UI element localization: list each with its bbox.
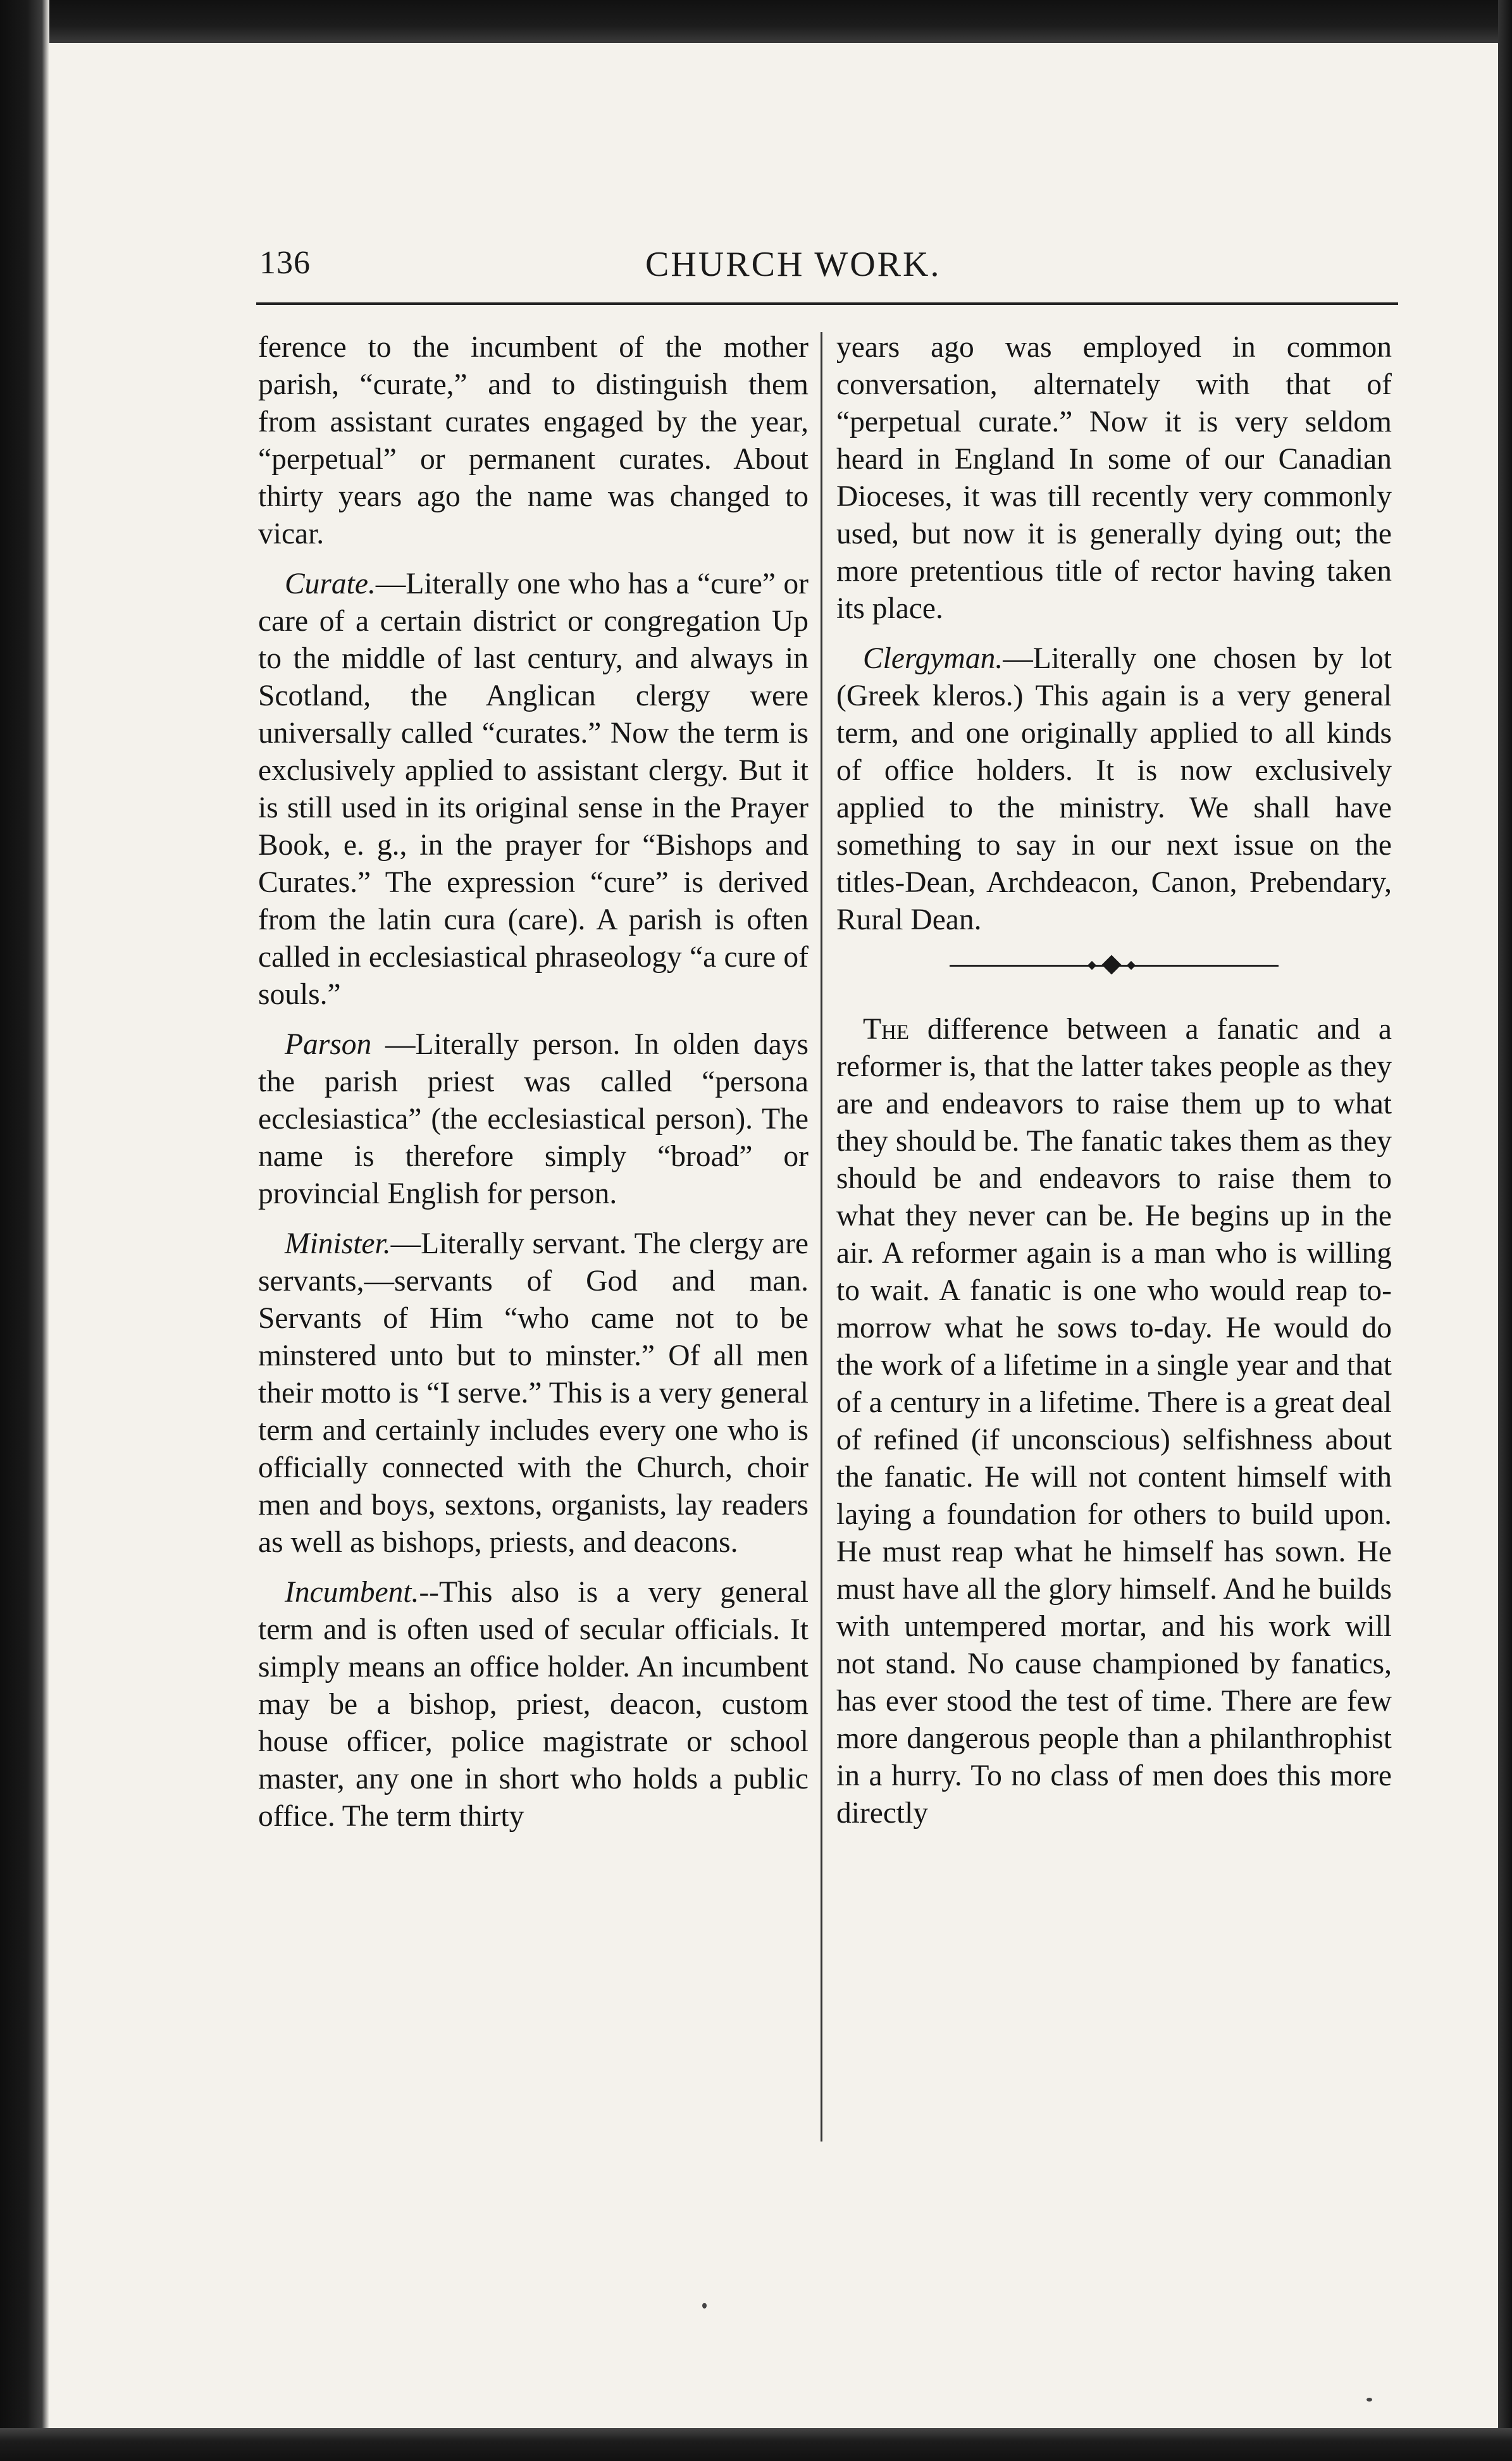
paragraph-incumbent bbox=[258, 1574, 809, 1835]
paragraph-incumbent-continued: years ago was employed in common conversation, alternately with that of “perpetual curate.” Now it is very seldom heard in England In some of our Canadian Dioceses, it was till recently very commonly used, but now it is generally dying out; the more pretentious title of rector having taken its place. bbox=[836, 331, 1392, 625]
paragraph-clergyman bbox=[836, 640, 1392, 939]
section-ornament bbox=[950, 958, 1279, 973]
term-minister: Minister. bbox=[285, 1227, 391, 1260]
paragraph-minister bbox=[258, 1225, 809, 1561]
ornament-dot-right bbox=[1127, 961, 1136, 970]
paragraph-curate bbox=[258, 566, 809, 1014]
fanatic-text: difference between a fanatic and a reformer is, that the latter takes people as they are and endeavors to raise them up to what they should be. The fanatic takes them as they should be and endeavors to raise them to what they never can be. He begins up in the air. A reformer again is a man who is willing to wait. A fanatic is one who would reap to-morrow what he sows to-day. He would do the work of a lifetime in a single year and that of a century in a lifetime. There is a great deal of refined (if unconscious) selfishness about the fanatic. He will not content himself with laying a foundation for others to build upon. He must reap what he himself has sown. He must have all the glory himself. And he builds with untempered mortar, and his work will not stand. No cause championed by fanatics, has ever stood the test of time. There are few more dangerous people than a philanthrophist in a hurry. To no class of men does this more directly bbox=[836, 1013, 1392, 1830]
paragraph-continuation: ference to the incumbent of the mother parish, “curate,” and to distinguish them from assistant curates engaged by the year, “perpetual” or permanent curates. About thirty years ago the name was changed to vicar. bbox=[258, 331, 809, 550]
running-title: CHURCH WORK. bbox=[645, 245, 941, 284]
page-number: 136 bbox=[259, 245, 311, 281]
page-header bbox=[259, 244, 1398, 301]
parson-text: —Literally person. In olden days the parish priest was called “persona ecclesiastica” (the ecclesiastical person). The name is therefore simply “broad” or provincial English for person. bbox=[258, 1028, 809, 1210]
scan-border-left bbox=[0, 0, 49, 2461]
term-incumbent: Incumbent. bbox=[285, 1576, 419, 1609]
left-column bbox=[258, 329, 809, 1848]
ornament-diamond bbox=[1101, 955, 1121, 974]
term-parson: Parson bbox=[285, 1028, 372, 1061]
scan-border-right bbox=[1498, 0, 1512, 2461]
paragraph-parson bbox=[258, 1026, 809, 1213]
term-clergyman: Clergyman. bbox=[863, 642, 1003, 675]
ornament-dot-left bbox=[1088, 961, 1096, 970]
right-column bbox=[836, 329, 1392, 1845]
header-rule bbox=[256, 302, 1398, 305]
scan-speck bbox=[702, 2303, 707, 2309]
clergyman-text: —Literally one chosen by lot (Greek kleros.) This again is a very general term, and one originally applied to all kinds of office holders. It is now exclusively applied to the ministry. We shall have something to say in our next issue on the titles-Dean, Archdeacon, Canon, Prebendary, Rural Dean. bbox=[836, 642, 1392, 936]
column-divider bbox=[821, 332, 822, 2142]
term-curate: Curate. bbox=[285, 567, 376, 600]
curate-text: —Literally one who has a “cure” or care of a certain district or congregation Up to the middle of last century, and always in Scotland, the Anglican clergy were universally called “curates.” Now the term is exclusively applied to assistant clergy. But it is still used in its original sense in the Prayer Book, e. g., in the prayer for “Bishops and Curates.” The expression “cure” is derived from the latin cura (care). A parish is often called in ecclesiastical phraseology “a cure of souls.” bbox=[258, 567, 809, 1011]
scan-speck bbox=[1366, 2398, 1372, 2402]
article-lead-word: The bbox=[863, 1013, 910, 1046]
incumbent-text: --This also is a very general term and is often used of secular officials. It simply means an office holder. An incumbent may be a bishop, priest, deacon, custom house officer, police magistrate or school master, any one in short who holds a public office. The term thirty bbox=[258, 1576, 809, 1833]
paragraph-fanatic bbox=[836, 1011, 1392, 1832]
minister-text: —Literally servant. The clergy are servants,—servants of God and man. Servants of Him “who came not to be minstered unto but to minster.” Of all men their motto is “I serve.” This is a very general term and certainly includes every one who is officially connected with the Church, choir men and boys, sextons, organists, lay readers as well as bishops, priests, and deacons. bbox=[258, 1227, 809, 1559]
scan-border-top bbox=[0, 0, 1512, 43]
scan-border-bottom bbox=[0, 2428, 1512, 2461]
